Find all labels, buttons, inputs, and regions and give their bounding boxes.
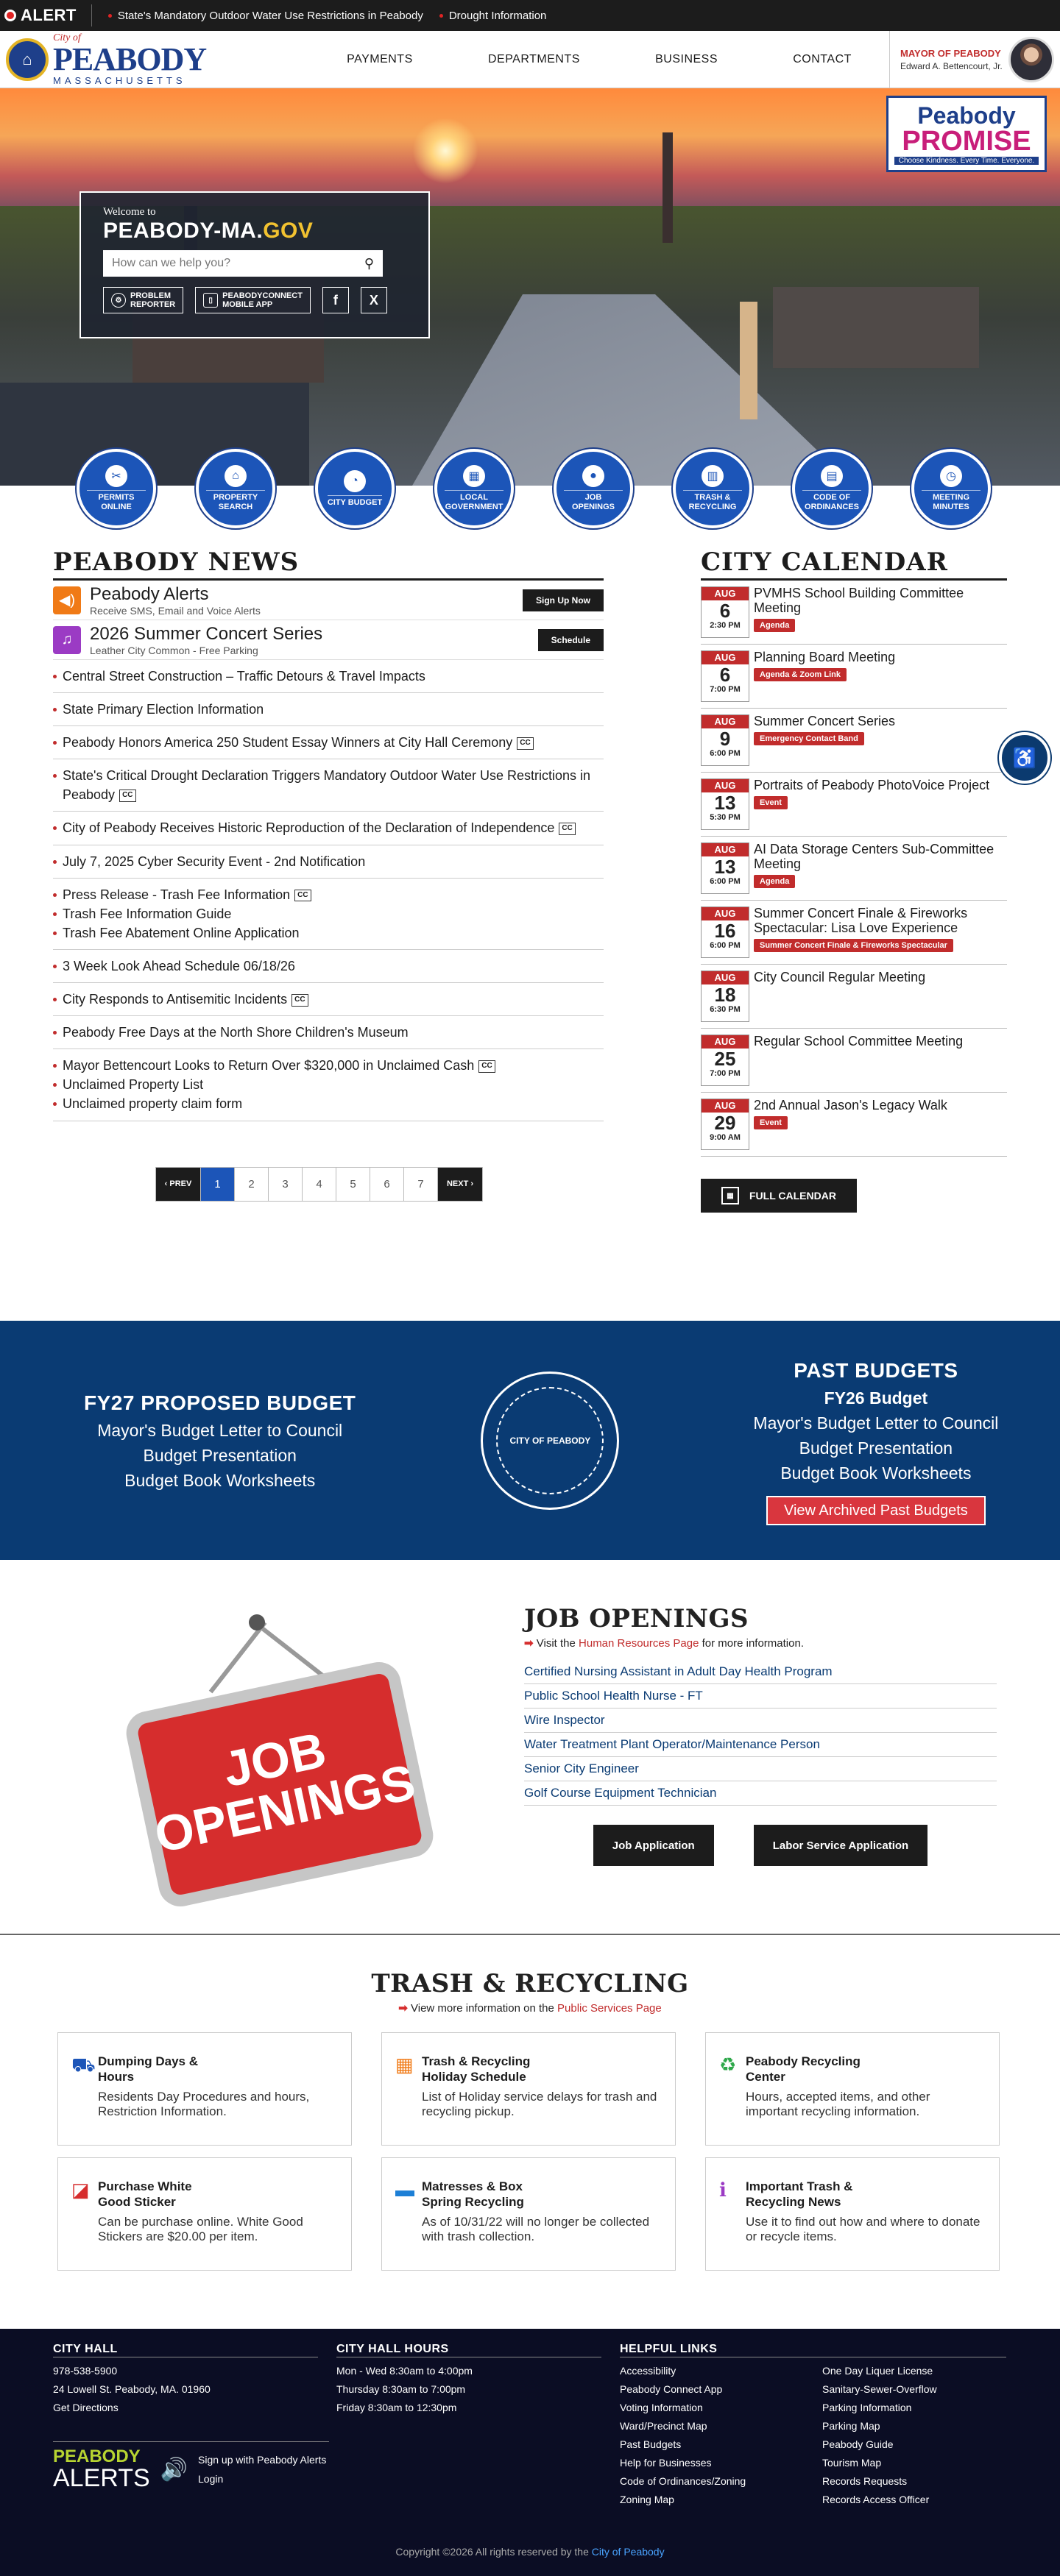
problem-reporter-button[interactable]: ⚙ PROBLEM REPORTER: [103, 287, 183, 313]
event-tag[interactable]: Agenda: [754, 619, 795, 632]
trash-card-description: As of 10/31/22 will no longer be collected with trash collection.: [422, 2214, 650, 2243]
building-icon: ▦: [463, 465, 485, 487]
proposed-budget-worksheets-link[interactable]: Budget Book Worksheets: [124, 1471, 316, 1491]
news-calendar-section: [0, 486, 1060, 1321]
music-icon: ♫: [53, 626, 81, 654]
trash-card[interactable]: [705, 2032, 1000, 2146]
alerts-login-link[interactable]: Login: [198, 2473, 224, 2485]
event-day: 18: [714, 984, 736, 1006]
trash-card-description: Residents Day Procedures and hours, Restriction Information.: [98, 2089, 310, 2118]
news-pagination: [156, 1167, 604, 1202]
accessibility-icon[interactable]: ♿: [999, 732, 1050, 784]
trash-card-title: Dumping Days & Hours: [98, 2054, 199, 2084]
trash-section: [0, 1935, 1060, 2329]
event-title[interactable]: AI Data Storage Centers Sub-Committee Meeting: [754, 842, 994, 871]
helpful-link[interactable]: Records Requests: [822, 2475, 908, 2487]
event-date: [701, 714, 749, 766]
get-directions-link[interactable]: Get Directions: [53, 2402, 119, 2413]
featured-button[interactable]: Schedule: [538, 629, 604, 651]
past-budget-letter-link[interactable]: Mayor's Budget Letter to Council: [753, 1413, 999, 1433]
trash-card[interactable]: [57, 2032, 352, 2146]
featured-subtitle: Receive SMS, Email and Voice Alerts: [90, 604, 261, 617]
footer-hours: [336, 2342, 620, 2509]
event-tag[interactable]: Summer Concert Finale & Fireworks Spectacular: [754, 939, 953, 952]
helpful-link[interactable]: One Day Liquer License: [822, 2365, 933, 2377]
quick-link-5[interactable]: [671, 447, 754, 530]
event-time: 7:00 PM: [710, 1069, 741, 1078]
budget-section: [0, 1321, 1060, 1560]
event-month: AUG: [702, 843, 749, 856]
city-hall-address: 24 Lowell St. Peabody, MA. 01960: [53, 2383, 211, 2395]
alert-link-water[interactable]: State's Mandatory Outdoor Water Use Restrictions in Peabody: [108, 10, 423, 22]
quick-link-2[interactable]: [314, 447, 396, 530]
welcome-panel: [80, 191, 430, 338]
event-time: 6:00 PM: [710, 941, 741, 950]
helpful-links-title: HELPFUL LINKS: [620, 2342, 1006, 2357]
job-listing-link[interactable]: Wire Inspector: [524, 1709, 997, 1733]
event-tag[interactable]: Agenda & Zoom Link: [754, 668, 847, 681]
city-seal: [481, 1372, 619, 1510]
event-time: 5:30 PM: [710, 813, 741, 822]
page-6-button[interactable]: 6: [370, 1167, 404, 1202]
trash-icon: ▥: [702, 465, 724, 487]
trash-card[interactable]: [57, 2157, 352, 2271]
pie-chart-icon: ◔: [344, 470, 366, 492]
labor-service-application-button[interactable]: Labor Service Application: [754, 1825, 928, 1866]
job-application-button[interactable]: Job Application: [593, 1825, 714, 1866]
quick-link-3[interactable]: [433, 447, 515, 530]
search-icon[interactable]: ⚲: [364, 255, 374, 271]
featured-news-item: [53, 620, 604, 660]
event-date: [701, 971, 749, 1022]
closed-caption-icon: CC: [559, 823, 575, 835]
calendar-event: [701, 837, 1007, 901]
helpful-link[interactable]: Accessibility: [620, 2365, 676, 2377]
news-link[interactable]: Press Release - Trash Fee Information: [63, 887, 291, 902]
peabodyconnect-button[interactable]: ▯ PEABODYCONNECT MOBILE APP: [195, 287, 311, 313]
event-date: [701, 842, 749, 894]
jobs-note: ➡ Visit the Human Resources Page for more information.: [524, 1637, 804, 1650]
prev-page-button[interactable]: ‹ PREV: [155, 1167, 201, 1202]
news-link[interactable]: Peabody Free Days at the North Shore Children's Museum: [63, 1025, 409, 1040]
promise-top: Peabody: [917, 102, 1016, 129]
city-hall-title: CITY HALL: [53, 2342, 318, 2357]
event-title[interactable]: Portraits of Peabody PhotoVoice Project: [754, 778, 990, 792]
event-month: AUG: [702, 651, 749, 664]
news-link[interactable]: Trash Fee Information Guide: [63, 906, 232, 921]
news-item: [53, 759, 604, 812]
event-date: [701, 906, 749, 958]
calendar-icon: ▦: [721, 1187, 739, 1204]
speaker-icon: ◀): [53, 586, 81, 614]
helpful-link[interactable]: Ward/Precinct Map: [620, 2420, 707, 2432]
trash-card-description: Use it to find out how and where to donate or recycle items.: [746, 2214, 981, 2243]
arrow-right-icon: ➡: [398, 2002, 408, 2015]
nav-contact[interactable]: CONTACT: [793, 52, 852, 65]
news-link[interactable]: State Primary Election Information: [63, 702, 264, 717]
news-item: [53, 879, 604, 950]
sign-text: JOB OPENINGS: [122, 1658, 437, 1910]
promise-tagline: Choose Kindness. Every Time. Everyone.: [894, 157, 1039, 165]
past-budget-worksheets-link[interactable]: Budget Book Worksheets: [780, 1463, 972, 1483]
event-time: 7:00 PM: [710, 685, 741, 694]
news-link[interactable]: Central Street Construction – Traffic Detours & Travel Impacts: [63, 669, 425, 684]
helpful-link[interactable]: Peabody Connect App: [620, 2383, 723, 2395]
trash-card-title: Matresses & Box Spring Recycling: [422, 2179, 524, 2210]
event-month: AUG: [702, 907, 749, 920]
bed-icon: ▬: [395, 2179, 414, 2201]
event-title[interactable]: Summer Concert Series: [754, 714, 896, 728]
helpful-link[interactable]: Sanitary-Sewer-Overflow: [822, 2383, 937, 2395]
event-time: 6:00 PM: [710, 749, 741, 758]
event-date: [701, 650, 749, 702]
news-title: PEABODY NEWS: [53, 547, 604, 581]
page-1-button[interactable]: 1: [200, 1167, 235, 1202]
helpful-link[interactable]: Records Access Officer: [822, 2494, 930, 2505]
event-month: AUG: [702, 715, 749, 728]
event-day: 6: [719, 664, 731, 686]
peabody-alerts-logo: PEABODY ALERTS: [53, 2447, 150, 2492]
news-link[interactable]: City of Peabody Receives Historic Reproduction of the Declaration of Independence: [63, 820, 555, 836]
page-3-button[interactable]: 3: [268, 1167, 303, 1202]
news-item: [53, 845, 604, 879]
closed-caption-icon: CC: [478, 1060, 495, 1073]
calendar-event: [701, 965, 1007, 1029]
proposed-budget: [84, 1388, 356, 1494]
event-time: 9:00 AM: [710, 1133, 741, 1142]
book-icon: ▤: [821, 465, 843, 487]
helpful-link[interactable]: Voting Information: [620, 2402, 703, 2413]
event-day: 29: [714, 1112, 736, 1134]
nav-departments[interactable]: DEPARTMENTS: [487, 52, 580, 65]
event-day: 13: [714, 856, 736, 878]
job-listing-link[interactable]: Golf Course Equipment Technician: [524, 1781, 997, 1806]
calendar-event: [701, 645, 1007, 709]
welcome-to: Welcome to: [103, 206, 156, 218]
news-item: [53, 1049, 604, 1121]
promise-main: PROMISE: [902, 126, 1031, 157]
alert-icon: [4, 10, 16, 21]
event-title[interactable]: Regular School Committee Meeting: [754, 1034, 964, 1049]
quick-link-6[interactable]: [791, 447, 873, 530]
arrow-right-icon: ➡: [524, 1637, 534, 1650]
event-time: 2:30 PM: [710, 621, 741, 630]
quick-link-label: TRASH & RECYCLING: [683, 490, 742, 511]
city-seal-text: CITY OF PEABODY: [496, 1387, 604, 1494]
calendar-event: [701, 1029, 1007, 1093]
news-link[interactable]: City Responds to Antisemitic Incidents: [63, 992, 288, 1007]
trash-note: ➡ View more information on the Public Services Page: [398, 2002, 662, 2015]
mayor-photo: [1008, 37, 1054, 82]
public-services-link[interactable]: Public Services Page: [557, 2002, 662, 2015]
news-link[interactable]: 3 Week Look Ahead Schedule 06/18/26: [63, 958, 295, 973]
quick-link-label: MEETING MINUTES: [922, 490, 981, 511]
person-icon: ●: [582, 465, 604, 487]
event-time: 6:30 PM: [710, 1005, 741, 1014]
helpful-link[interactable]: Parking Information: [822, 2402, 912, 2413]
event-month: AUG: [702, 779, 749, 792]
logo-name: PEABODY: [53, 41, 207, 77]
trash-card-description: Can be purchase online. White Good Stickers are $20.00 per item.: [98, 2214, 303, 2243]
event-time: 6:00 PM: [710, 877, 741, 886]
event-title[interactable]: 2nd Annual Jason's Legacy Walk: [754, 1098, 947, 1113]
news-link[interactable]: State's Critical Drought Declaration Triggers Mandatory Outdoor Water Use Restrictions in Peabody: [63, 768, 591, 803]
mayor-name: Edward A. Bettencourt, Jr.: [900, 60, 1003, 71]
featured-button[interactable]: Sign Up Now: [523, 589, 604, 611]
footer-helpful-links: [620, 2342, 1032, 2509]
proposed-budget-title: FY27 PROPOSED BUDGET: [84, 1391, 356, 1414]
hero-banner: [0, 88, 1060, 511]
news-link[interactable]: Unclaimed Property List: [63, 1077, 204, 1093]
trash-card-title: Important Trash & Recycling News: [746, 2179, 853, 2210]
past-budget-presentation-link[interactable]: Budget Presentation: [799, 1438, 953, 1458]
facebook-icon[interactable]: f: [322, 287, 349, 313]
full-calendar-button[interactable]: ▦ FULL CALENDAR: [701, 1179, 857, 1213]
wrench-icon: ⚙: [111, 293, 126, 308]
event-title[interactable]: City Council Regular Meeting: [754, 970, 926, 984]
welcome-site: PEABODY-MA.GOV: [103, 219, 314, 243]
trash-title: TRASH & RECYCLING: [371, 1969, 689, 1998]
trash-card-description: List of Holiday service delays for trash and recycling pickup.: [422, 2089, 657, 2118]
event-day: 13: [714, 792, 736, 814]
event-date: [701, 586, 749, 638]
hours-line: Thursday 8:30am to 7:00pm: [336, 2383, 466, 2395]
job-listing-link[interactable]: Public School Health Nurse - FT: [524, 1684, 997, 1709]
news-link[interactable]: Peabody Honors America 250 Student Essay Winners at City Hall Ceremony: [63, 735, 513, 751]
helpful-link[interactable]: Parking Map: [822, 2420, 880, 2432]
x-icon[interactable]: X: [361, 287, 387, 313]
quick-link-7[interactable]: [910, 447, 992, 530]
job-listing-link[interactable]: Senior City Engineer: [524, 1757, 997, 1781]
hours-line: Mon - Wed 8:30am to 4:00pm: [336, 2365, 473, 2377]
hr-page-link[interactable]: Human Resources Page: [579, 1637, 699, 1650]
news-link[interactable]: Trash Fee Abatement Online Application: [63, 925, 300, 940]
trash-card-title: Purchase White Good Sticker: [98, 2179, 192, 2210]
trash-card-description: Hours, accepted items, and other important recycling information.: [746, 2089, 930, 2118]
calendar-event: [701, 1093, 1007, 1157]
quick-link-label: PROPERTY SEARCH: [206, 490, 265, 511]
event-month: AUG: [702, 1099, 749, 1113]
site-header: [0, 31, 1060, 88]
event-date: [701, 1035, 749, 1086]
next-page-button[interactable]: NEXT ›: [437, 1167, 483, 1202]
trash-card[interactable]: [381, 2032, 676, 2146]
closed-caption-icon: CC: [294, 890, 311, 902]
city-hall-phone[interactable]: 978-538-5900: [53, 2365, 118, 2377]
archived-budgets-button[interactable]: View Archived Past Budgets: [766, 1496, 986, 1525]
alert-bar: [0, 0, 1060, 31]
city-seal-icon: ⌂: [6, 38, 49, 81]
search-box: [103, 250, 383, 277]
calendar-event: [701, 901, 1007, 965]
logo-state: MASSACHUSETTS: [53, 75, 186, 86]
quick-link-label: JOB OPENINGS: [564, 490, 623, 511]
event-date: [701, 778, 749, 830]
quick-link-1[interactable]: [194, 447, 277, 530]
closed-caption-icon: CC: [292, 994, 308, 1007]
sticker-icon: ◪: [71, 2179, 90, 2201]
event-date: [701, 1099, 749, 1150]
calendar-title: CITY CALENDAR: [701, 547, 1007, 581]
featured-news-item: [53, 581, 604, 620]
event-tag[interactable]: Event: [754, 1116, 788, 1129]
quick-link-4[interactable]: [552, 447, 635, 530]
past-budgets: [753, 1355, 998, 1526]
news-column: [53, 547, 604, 1321]
event-day: 6: [719, 600, 731, 622]
page-5-button[interactable]: 5: [336, 1167, 370, 1202]
featured-subtitle: Leather City Common - Free Parking: [90, 644, 258, 656]
hours-line: Friday 8:30am to 12:30pm: [336, 2402, 457, 2413]
speaker-icon: 🔊: [160, 2457, 188, 2482]
quick-link-label: CITY BUDGET: [328, 495, 382, 508]
nav-payments[interactable]: PAYMENTS: [347, 52, 413, 65]
alert-link-drought[interactable]: Drought Information: [439, 10, 547, 22]
trash-card-title: Trash & Recycling Holiday Schedule: [422, 2054, 531, 2084]
closed-caption-icon: CC: [119, 790, 135, 802]
job-listing-link[interactable]: Certified Nursing Assistant in Adult Day Health Program: [524, 1660, 997, 1684]
proposed-budget-presentation-link[interactable]: Budget Presentation: [143, 1446, 297, 1466]
event-title[interactable]: Summer Concert Finale & Fireworks Spectacular: Lisa Love Experience: [754, 906, 968, 935]
calendar-event: [701, 709, 1007, 773]
news-link[interactable]: Mayor Bettencourt Looks to Return Over $320,000 in Unclaimed Cash: [63, 1058, 475, 1074]
event-month: AUG: [702, 587, 749, 600]
jobs-section: [0, 1560, 1060, 1935]
page-4-button[interactable]: 4: [302, 1167, 336, 1202]
page-7-button[interactable]: 7: [403, 1167, 438, 1202]
jobs-title: JOB OPENINGS: [524, 1604, 749, 1633]
news-item: [53, 693, 604, 726]
featured-title[interactable]: Peabody Alerts: [90, 583, 209, 604]
truck-icon: ⛟: [71, 2054, 96, 2076]
closed-caption-icon: CC: [517, 737, 533, 750]
calendar-event: [701, 581, 1007, 645]
news-item: [53, 726, 604, 759]
sign-pin: [249, 1614, 265, 1631]
event-tag[interactable]: Agenda: [754, 875, 795, 888]
event-month: AUG: [702, 971, 749, 984]
city-of-peabody-link[interactable]: City of Peabody: [591, 2546, 665, 2558]
helpful-link[interactable]: Past Budgets: [620, 2438, 682, 2450]
map-icon: ⌂: [225, 465, 247, 487]
event-month: AUG: [702, 1035, 749, 1049]
alert-label: ALERT: [4, 4, 92, 26]
featured-title[interactable]: 2026 Summer Concert Series: [90, 623, 323, 644]
helpful-link[interactable]: Zoning Map: [620, 2494, 674, 2505]
tools-icon: ✂: [105, 465, 127, 487]
helpful-link[interactable]: Tourism Map: [822, 2457, 882, 2469]
helpful-link[interactable]: Peabody Guide: [822, 2438, 894, 2450]
news-item: [53, 983, 604, 1016]
main-nav: [309, 53, 889, 66]
job-openings-sign: [132, 1604, 442, 1934]
news-item: [53, 1016, 604, 1049]
quick-link-0[interactable]: [75, 447, 158, 530]
quick-link-label: LOCAL GOVERNMENT: [445, 490, 504, 511]
news-item: [53, 812, 604, 845]
quick-link-label: CODE OF ORDINANCES: [802, 490, 861, 511]
info-icon: ℹ: [719, 2179, 727, 2201]
event-tag[interactable]: Emergency Contact Band: [754, 732, 864, 745]
news-item: [53, 950, 604, 983]
quick-links: [0, 447, 1060, 530]
phone-icon: ▯: [203, 293, 218, 308]
calendar-icon: ▦: [395, 2054, 414, 2076]
event-title[interactable]: Planning Board Meeting: [754, 650, 896, 664]
alerts-signup-link[interactable]: Sign up with Peabody Alerts: [198, 2454, 327, 2466]
calendar-event: [701, 773, 1007, 837]
hero-sun: [412, 118, 478, 184]
hours-title: CITY HALL HOURS: [336, 2342, 601, 2357]
trash-card[interactable]: [381, 2157, 676, 2271]
trash-card-title: Peabody Recycling Center: [746, 2054, 861, 2084]
event-tag[interactable]: Event: [754, 796, 788, 809]
quick-link-label: PERMITS ONLINE: [87, 490, 146, 511]
clock-icon: ◷: [940, 465, 962, 487]
job-listing-link[interactable]: Water Treatment Plant Operator/Maintenance Person: [524, 1733, 997, 1757]
recycle-icon: ♻: [719, 2054, 737, 2076]
site-footer: [0, 2329, 1060, 2576]
proposed-budget-letter-link[interactable]: Mayor's Budget Letter to Council: [97, 1421, 343, 1441]
mayor-link[interactable]: [889, 31, 1060, 88]
past-budgets-subtitle: FY26 Budget: [824, 1388, 928, 1408]
news-link[interactable]: July 7, 2025 Cyber Security Event - 2nd Notification: [63, 854, 366, 869]
calendar-column: [701, 547, 1007, 1321]
logo-city: City of: [53, 32, 81, 43]
past-budgets-title: PAST BUDGETS: [794, 1358, 958, 1382]
news-item: [53, 660, 604, 693]
peabody-promise-badge[interactable]: [886, 96, 1047, 172]
helpful-link[interactable]: Code of Ordinances/Zoning: [620, 2475, 746, 2487]
site-logo[interactable]: [0, 33, 309, 85]
event-title[interactable]: PVMHS School Building Committee Meeting: [754, 586, 964, 615]
page-2-button[interactable]: 2: [234, 1167, 269, 1202]
trash-card[interactable]: [705, 2157, 1000, 2271]
copyright: Copyright ©2026 All rights reserved by the City of Peabody: [395, 2546, 665, 2558]
search-input[interactable]: [112, 257, 364, 270]
nav-business[interactable]: BUSINESS: [655, 52, 718, 65]
mayor-title: MAYOR OF PEABODY: [900, 47, 1001, 59]
helpful-link[interactable]: Help for Businesses: [620, 2457, 712, 2469]
event-day: 9: [719, 728, 731, 750]
event-day: 16: [714, 920, 736, 942]
event-day: 25: [714, 1048, 736, 1070]
news-link[interactable]: Unclaimed property claim form: [63, 1096, 243, 1112]
